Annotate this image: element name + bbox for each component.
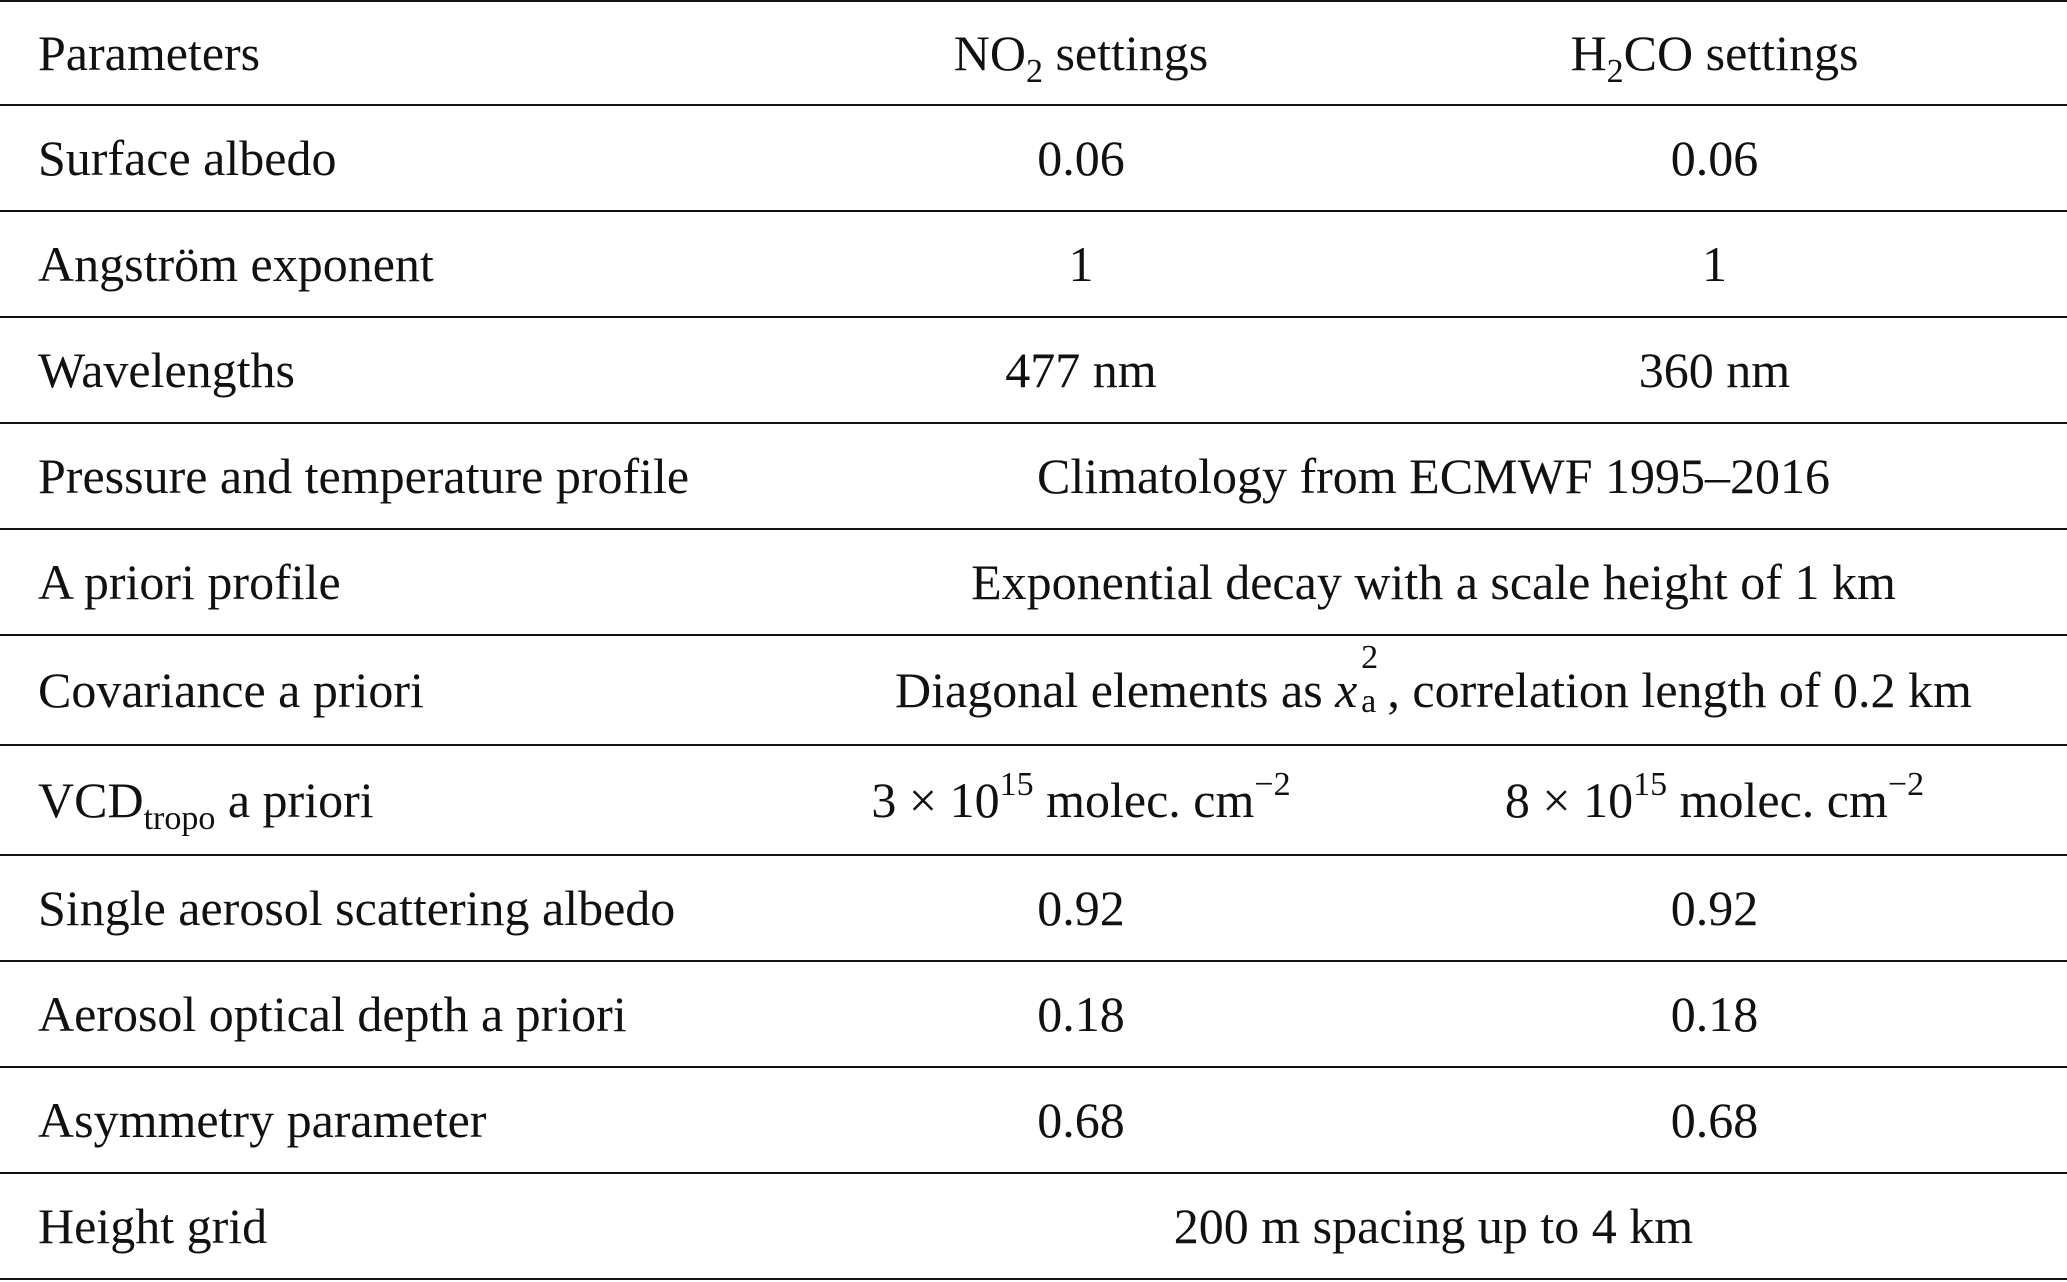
row-label: Angström exponent <box>0 211 800 317</box>
table-row <box>0 855 2067 961</box>
header-h2co-subscript: 2 <box>1606 53 1624 90</box>
header-h2co-settings <box>1362 1 2067 105</box>
table-row <box>0 961 2067 1067</box>
merged-value: Exponential decay with a scale height of 1 km <box>800 529 2067 635</box>
row-label: A priori profile <box>0 529 800 635</box>
x-subscript: a <box>1361 683 1377 720</box>
row-label: Height grid <box>0 1173 800 1279</box>
h2co-vcd-base: 8 × 10 <box>1504 772 1634 828</box>
row-label: Single aerosol scattering albedo <box>0 855 800 961</box>
merged-value: 200 m spacing up to 4 km <box>800 1173 2067 1279</box>
header-row <box>0 1 2067 105</box>
row-label <box>0 745 800 855</box>
merged-value: Climatology from ECMWF 1995–2016 <box>800 423 2067 529</box>
h2co-value: 1 <box>1362 211 2067 317</box>
no2-vcd-exponent: 15 <box>999 766 1034 803</box>
h2co-vcd-exponent: 15 <box>1633 766 1668 803</box>
no2-value: 0.06 <box>800 105 1362 211</box>
row-label: Wavelengths <box>0 317 800 423</box>
h2co-value <box>1362 745 2067 855</box>
header-no2-prefix: NO <box>953 25 1026 81</box>
h2co-value: 0.06 <box>1362 105 2067 211</box>
no2-value: 0.68 <box>800 1067 1362 1173</box>
h2co-vcd-unit: molec. cm <box>1667 772 1888 828</box>
table-row <box>0 423 2067 529</box>
no2-value: 477 nm <box>800 317 1362 423</box>
h2co-value: 0.92 <box>1362 855 2067 961</box>
row-label: Pressure and temperature profile <box>0 423 800 529</box>
row-label: Surface albedo <box>0 105 800 211</box>
table-row <box>0 635 2067 745</box>
vcd-suffix: a priori <box>215 772 374 828</box>
no2-value: 0.92 <box>800 855 1362 961</box>
table-row <box>0 1067 2067 1173</box>
no2-vcd-unit-exponent: −2 <box>1254 766 1291 803</box>
no2-value: 0.18 <box>800 961 1362 1067</box>
header-no2-suffix: settings <box>1042 25 1209 81</box>
header-h2co-suffix: CO settings <box>1623 25 1859 81</box>
table-row <box>0 105 2067 211</box>
no2-value <box>800 745 1362 855</box>
header-no2-subscript: 2 <box>1025 53 1043 90</box>
header-no2-settings <box>800 1 1362 105</box>
no2-vcd-base: 3 × 10 <box>871 772 1000 828</box>
table-row <box>0 211 2067 317</box>
x-superscript: 2 <box>1361 639 1379 676</box>
covariance-suffix: , correlation length of 0.2 km <box>1387 662 1972 718</box>
header-parameters: Parameters <box>0 1 800 105</box>
table-row <box>0 745 2067 855</box>
xa-squared-symbol <box>1335 639 1387 720</box>
row-label: Covariance a priori <box>0 635 800 745</box>
covariance-prefix: Diagonal elements as <box>895 662 1336 718</box>
table-row <box>0 1173 2067 1279</box>
vcd-prefix: VCD <box>38 772 144 828</box>
row-label: Aerosol optical depth a priori <box>0 961 800 1067</box>
no2-value: 1 <box>800 211 1362 317</box>
merged-value <box>800 635 2067 745</box>
header-h2co-prefix: H <box>1570 25 1607 81</box>
table-row <box>0 529 2067 635</box>
x-variable: x <box>1335 662 1358 718</box>
h2co-value: 360 nm <box>1362 317 2067 423</box>
table-row <box>0 317 2067 423</box>
h2co-value: 0.18 <box>1362 961 2067 1067</box>
h2co-vcd-unit-exponent: −2 <box>1887 766 1925 803</box>
row-label: Asymmetry parameter <box>0 1067 800 1173</box>
vcd-subscript: tropo <box>143 800 216 837</box>
no2-vcd-unit: molec. cm <box>1033 772 1255 828</box>
h2co-value: 0.68 <box>1362 1067 2067 1173</box>
